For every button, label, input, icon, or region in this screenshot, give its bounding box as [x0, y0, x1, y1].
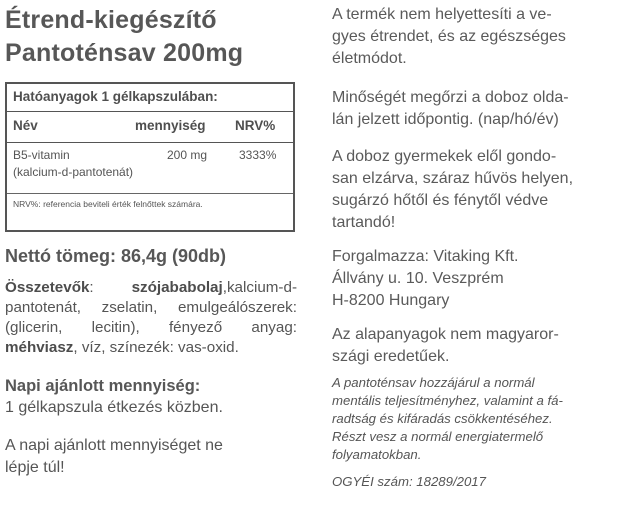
distributor-line: Állvány u. 10. Veszprém	[332, 270, 504, 287]
ingredients-label: Összetevők	[5, 279, 90, 296]
product-title-line1: Étrend-kiegészítő	[5, 6, 217, 34]
net-weight: Nettó tömeg: 86,4g (90db)	[5, 246, 227, 266]
ingredient-subname: (kalcium-d-pantotenát)	[13, 165, 134, 179]
best-before-line: lán jelzett időpontig. (nap/hó/év)	[332, 111, 559, 128]
nutrition-divider	[7, 193, 293, 194]
ingredient-nrv: 3333%	[239, 148, 277, 162]
health-claim	[332, 374, 618, 464]
left-column	[5, 4, 297, 479]
column-quantity: mennyiség	[135, 118, 206, 133]
nutrition-table	[5, 82, 295, 232]
ingredient-name: B5-vitamin	[13, 148, 70, 162]
nutrition-divider	[7, 142, 293, 143]
distributor-line: Forgalmazza: Vitaking Kft.	[332, 248, 519, 265]
ingredients-allergen2: méhviasz	[5, 339, 74, 356]
claim-line: A pantoténsav hozzájárul a normál	[332, 375, 535, 390]
disclaimer-line: életmódot.	[332, 50, 407, 67]
storage-line: sugárzó hőtől és fénytől védve	[332, 192, 549, 209]
nutrition-footnote: NRV%: referencia beviteli érték felnőttek számára.	[13, 199, 203, 209]
claim-line: mentális teljesítményhez, valamint a fá-	[332, 393, 563, 408]
nutrition-columns	[13, 118, 287, 136]
dosage-text: 1 gélkapszula étkezés közben.	[5, 399, 223, 416]
claim-line: folyamatokban.	[332, 447, 422, 462]
nutrition-divider	[7, 111, 293, 112]
ogyei-number: OGYÉI szám: 18289/2017	[332, 474, 486, 489]
distributor-line: H-8200 Hungary	[332, 292, 450, 309]
column-nrv: NRV%	[235, 118, 276, 133]
disclaimer-paragraph	[332, 4, 618, 70]
warning-left-line2: lépje túl!	[5, 459, 65, 476]
ingredients-colon: :	[89, 279, 94, 296]
ingredient-quantity: 200 mg	[167, 148, 208, 162]
storage-line: A doboz gyermekek elől gondo-	[332, 148, 557, 165]
origin-paragraph	[332, 324, 618, 368]
ingredients-text2: , víz, színezék: vas-oxid.	[73, 339, 239, 356]
ingredients	[5, 278, 297, 358]
ingredients-allergen: szójababolaj	[131, 279, 223, 296]
best-before-paragraph	[332, 87, 618, 131]
claim-line: Részt vesz a normál energiatermelő	[332, 429, 544, 444]
right-column	[332, 4, 618, 491]
claim-line: radtság és kifáradás csökkentéséhez.	[332, 411, 553, 426]
nutrition-row	[13, 147, 287, 185]
disclaimer-line: A termék nem helyettesíti a ve-	[332, 6, 552, 23]
origin-line: szági eredetűek.	[332, 348, 450, 365]
storage-line: tartandó!	[332, 214, 396, 231]
dosage-heading: Napi ajánlott mennyiség:	[5, 377, 201, 395]
best-before-line: Minőségét megőrzi a doboz olda-	[332, 89, 569, 106]
origin-line: Az alapanyagok nem magyaror-	[332, 326, 559, 343]
column-name: Név	[13, 118, 38, 133]
ingredients-text1: ,kalcium-d-pantotenát, zselatin, emulgeálószerek: (glicerin, lecitin), fényező anyag:	[5, 279, 297, 336]
storage-paragraph	[332, 146, 618, 234]
disclaimer-line: gyes étrendet, és az egészséges	[332, 28, 566, 45]
warning-left	[5, 435, 297, 479]
nutrition-header: Hatóanyagok 1 gélkapszulában:	[13, 89, 218, 104]
product-title-line2: Pantoténsav 200mg	[5, 39, 244, 67]
warning-left-line1: A napi ajánlott mennyiséget ne	[5, 437, 223, 454]
distributor	[332, 246, 618, 312]
storage-line: san elzárva, száraz hűvös helyen,	[332, 170, 574, 187]
